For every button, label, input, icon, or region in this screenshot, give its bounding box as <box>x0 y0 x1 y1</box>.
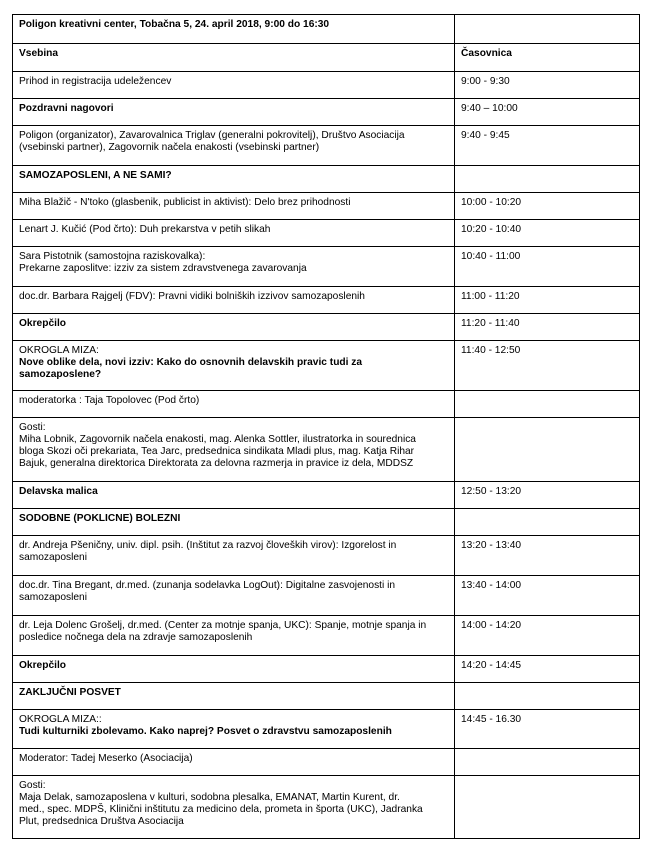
time-cell: 12:50 - 13:20 <box>455 482 640 509</box>
line: dr. Andreja Pšeničny, univ. dipl. psih. (Inštitut za razvoj človeških virov): Izgorelost in <box>19 540 397 551</box>
section-heading <box>13 166 455 193</box>
line: Delavska malica <box>19 486 98 497</box>
time-cell: 9:00 - 9:30 <box>455 72 640 99</box>
empty-cell <box>455 15 640 44</box>
line: posledice nočnega dela na zdravje samozaposlenih <box>19 632 253 643</box>
table-row <box>13 749 640 776</box>
line: Pozdravni nagovori <box>19 103 114 114</box>
line: doc.dr. Barbara Rajgelj (FDV): Pravni vidiki bolniških izzivov samozaposlenih <box>19 291 365 302</box>
table-row <box>13 99 640 126</box>
section-heading <box>13 683 455 710</box>
line: samozaposlene? <box>19 369 102 380</box>
line: samozaposleni <box>19 552 87 563</box>
table-row <box>13 247 640 287</box>
time-cell: 13:20 - 13:40 <box>455 536 640 576</box>
line: doc.dr. Tina Bregant, dr.med. (zunanja sodelavka LogOut): Digitalne zasvojenosti in <box>19 580 396 591</box>
line: bloga Skozi oči prekariata, Tea Jarc, predsednica sindikata Mladi plus, mag. Katja Rihar <box>19 446 415 457</box>
line: Poligon (organizator), Zavarovalnica Triglav (generalni pokrovitelj), Društvo Asociacija <box>19 130 405 141</box>
content-cell <box>13 99 455 126</box>
line: samozaposleni <box>19 592 87 603</box>
content-cell <box>13 193 455 220</box>
time-cell: 9:40 - 9:45 <box>455 126 640 166</box>
content-cell <box>13 776 455 839</box>
line: Tudi kulturniki zbolevamo. Kako naprej? Posvet o zdravstvu samozaposlenih <box>19 726 392 737</box>
line: SAMOZAPOSLENI, A NE SAMI? <box>19 170 172 181</box>
time-cell: 9:40 – 10:00 <box>455 99 640 126</box>
line: med., spec. MDPŠ, Klinični inštitutu za medicino dela, prometa in športa (UKC), Jadranka <box>19 804 423 815</box>
table-row <box>13 126 640 166</box>
content-header: Vsebina <box>13 44 455 72</box>
time-cell: 10:00 - 10:20 <box>455 193 640 220</box>
table-row <box>13 509 640 536</box>
content-cell <box>13 220 455 247</box>
line: Maja Delak, samozaposlena v kulturi, sodobna plesalka, EMANAT, Martin Kurent, dr. <box>19 792 400 803</box>
line: Okrepčilo <box>19 660 66 671</box>
table-row <box>13 616 640 656</box>
content-cell <box>13 749 455 776</box>
table-row <box>13 536 640 576</box>
time-cell <box>455 776 640 839</box>
time-header: Časovnica <box>455 44 640 72</box>
time-cell <box>455 749 640 776</box>
line: dr. Leja Dolenc Grošelj, dr.med. (Center za motnje spanja, UKC): Spanje, motnje spanja in <box>19 620 427 631</box>
table-row <box>13 193 640 220</box>
table-row <box>13 72 640 99</box>
event-title: Poligon kreativni center, Tobačna 5, 24. april 2018, 9:00 do 16:30 <box>13 15 455 44</box>
content-cell <box>13 616 455 656</box>
line: Sara Pistotnik (samostojna raziskovalka): <box>19 251 206 262</box>
line: Prekarne zaposlitve: izziv za sistem zdravstvenega zavarovanja <box>19 263 307 274</box>
time-cell <box>455 509 640 536</box>
table-row <box>13 710 640 749</box>
line: moderatorka : Taja Topolovec (Pod črto) <box>19 395 200 406</box>
header-row <box>13 44 640 72</box>
table-row <box>13 418 640 482</box>
line: Lenart J. Kučić (Pod črto): Duh prekarstva v petih slikah <box>19 224 271 235</box>
line: Nove oblike dela, novi izziv: Kako do osnovnih delavskih pravic tudi za <box>19 357 363 368</box>
table-row <box>13 220 640 247</box>
content-cell <box>13 576 455 616</box>
schedule-table <box>12 14 640 839</box>
content-cell <box>13 418 455 482</box>
content-cell <box>13 72 455 99</box>
time-cell: 11:00 - 11:20 <box>455 287 640 314</box>
line: Gosti: <box>19 780 46 791</box>
content-cell <box>13 341 455 391</box>
table-row <box>13 656 640 683</box>
time-cell: 14:45 - 16.30 <box>455 710 640 749</box>
line: Miha Blažič - N'toko (glasbenik, publicist in aktivist): Delo brez prihodnosti <box>19 197 351 208</box>
line: Okrepčilo <box>19 318 66 329</box>
time-cell: 11:20 - 11:40 <box>455 314 640 341</box>
content-cell <box>13 247 455 287</box>
line: Gosti: <box>19 422 46 433</box>
time-cell: 11:40 - 12:50 <box>455 341 640 391</box>
content-cell <box>13 391 455 418</box>
table-row <box>13 391 640 418</box>
line: Bajuk, generalna direktorica Direktorata za delovna razmerja in pravice iz dela, MDDSZ <box>19 458 414 469</box>
content-cell <box>13 314 455 341</box>
time-cell: 10:20 - 10:40 <box>455 220 640 247</box>
time-cell: 14:00 - 14:20 <box>455 616 640 656</box>
content-cell <box>13 287 455 314</box>
line: SODOBNE (POKLICNE) BOLEZNI <box>19 513 181 524</box>
content-cell <box>13 536 455 576</box>
line: Prihod in registracija udeležencev <box>19 76 172 87</box>
table-row <box>13 287 640 314</box>
table-row <box>13 482 640 509</box>
line: Moderator: Tadej Meserko (Asociacija) <box>19 753 193 764</box>
table-row <box>13 314 640 341</box>
table-row <box>13 683 640 710</box>
line: Miha Lobnik, Zagovornik načela enakosti, mag. Alenka Sottler, ilustratorka in sourednica <box>19 434 416 445</box>
time-cell <box>455 166 640 193</box>
content-cell <box>13 656 455 683</box>
line: Plut, predsednica Društva Asociacija <box>19 816 184 827</box>
content-cell <box>13 126 455 166</box>
table-row <box>13 166 640 193</box>
time-cell: 10:40 - 11:00 <box>455 247 640 287</box>
content-cell <box>13 482 455 509</box>
time-cell <box>455 683 640 710</box>
line: (vsebinski partner), Zagovornik načela enakosti (vsebinski partner) <box>19 142 320 153</box>
line: ZAKLJUČNI POSVET <box>19 687 121 698</box>
table-row <box>13 341 640 391</box>
table-row <box>13 576 640 616</box>
table-row <box>13 776 640 839</box>
time-cell <box>455 418 640 482</box>
time-cell: 13:40 - 14:00 <box>455 576 640 616</box>
time-cell <box>455 391 640 418</box>
line: OKROGLA MIZA:: <box>19 714 102 725</box>
content-cell <box>13 710 455 749</box>
time-cell: 14:20 - 14:45 <box>455 656 640 683</box>
title-row <box>13 15 640 44</box>
line: OKROGLA MIZA: <box>19 345 99 356</box>
section-heading <box>13 509 455 536</box>
